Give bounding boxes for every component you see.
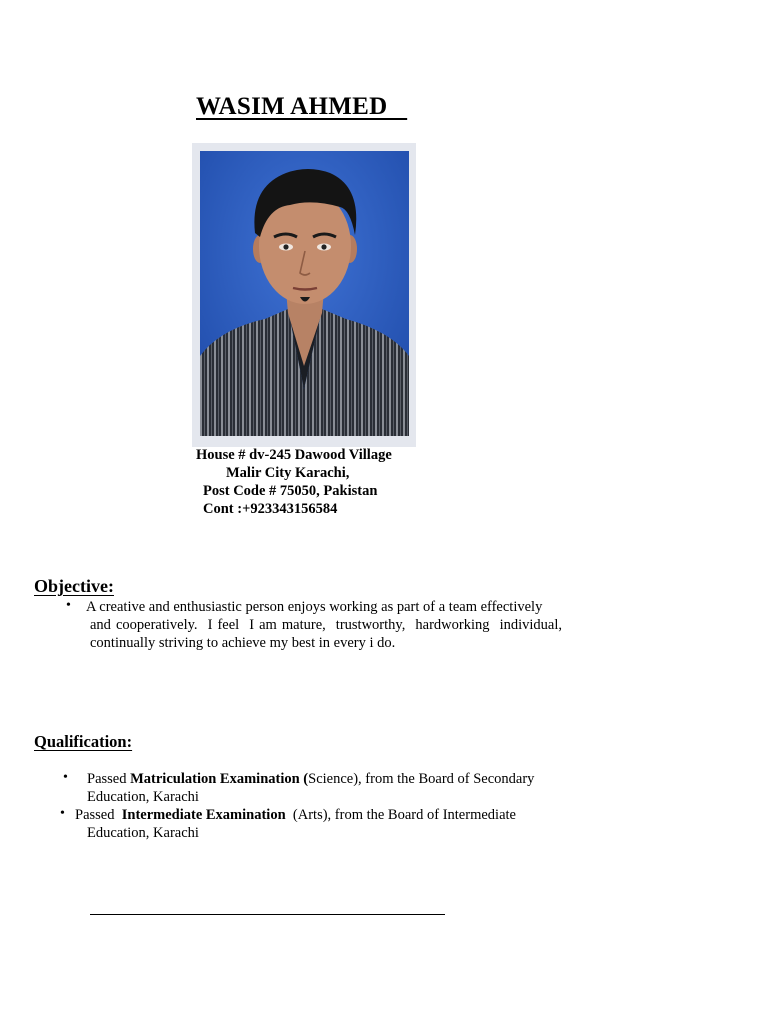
candidate-name: WASIM AHMED: [196, 93, 408, 120]
qualification-heading: Qualification:: [34, 732, 133, 751]
bullet-icon: •: [66, 598, 71, 613]
qualification-item-2-continued: Education, Karachi: [87, 825, 199, 841]
qualification-item-1-continued: Education, Karachi: [87, 789, 199, 805]
qualification-item-2-exam: Intermediate Examination: [121, 807, 286, 823]
profile-photo: [192, 143, 416, 447]
address-line-1: House # dv-245 Dawood Village: [196, 447, 392, 463]
objective-heading: Objective:: [34, 576, 114, 596]
contact-number: Cont :+923343156584: [203, 501, 338, 517]
qualification-item-2-rest: (Arts), from the Board of Intermediate: [285, 807, 516, 823]
address-line-2: Malir City Karachi,: [226, 465, 350, 481]
objective-line-1: A creative and enthusiastic person enjoys working as part of a team effectively: [86, 599, 543, 615]
bullet-icon: •: [60, 806, 65, 821]
qualification-item-1-exam: Matriculation Examination (: [130, 771, 309, 787]
address-line-3: Post Code # 75050, Pakistan: [203, 483, 378, 499]
bottom-divider: [90, 914, 445, 915]
objective-line-2: and cooperatively. I feel I am mature, trustworthy, hardworking individual,: [90, 617, 562, 633]
qualification-item-1-prefix: Passed: [87, 771, 131, 787]
qualification-item-1-rest: Science), from the Board of Secondary: [308, 771, 535, 787]
qualification-item-2: [75, 806, 516, 824]
qualification-item-2-prefix: Passed: [75, 807, 122, 823]
qualification-item-1: [87, 770, 534, 788]
bullet-icon: •: [63, 770, 68, 785]
objective-line-3: continually striving to achieve my best in every i do.: [90, 635, 396, 651]
